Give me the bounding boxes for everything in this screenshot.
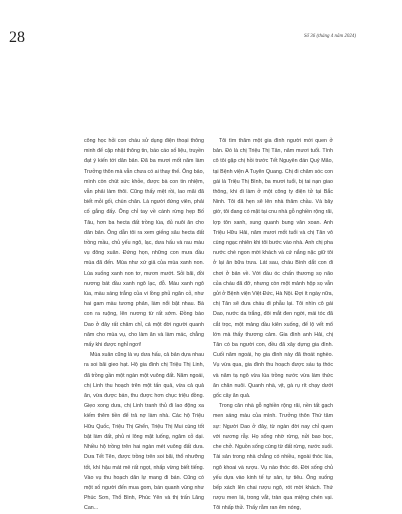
right-column (213, 136, 333, 514)
left-column (84, 136, 204, 514)
left-paragraph-1: công học hỏi con cháu sử dụng điện thoại thông minh để cập nhật thông tin, báo cáo số liệu, truyền đạt ý kiến tới dân bản. Đã ba mươi mốt năm làm Trưởng thôn mà vẫn chưa có ai thay thế. Ông bảo, mình còn chút sức khỏe, được bà con tin nhiệm, vẫn phải làm thôi. Cũng thấy mệt rồi, lao mãi đã biết mỏi gối, chùn chân. Là người đứng viên, phải cố gắng đấy. Ông chỉ tay về cánh rừng hẹp Bố Tâu, hơn ba hecta đất trồng lúa, đủ nuôi ăn cho dân bản. Ông dẫn tôi ra xem giếng sâu hecta đất trồng mầu, chủ yếu ngô, lạc, dưa hấu và rau màu vụ đông xuân. Đứng họn, những con mưa đầu mùa đã đến. Mùa như xứ giả của mùa xanh non. Lúa xuống xanh non tơ, mươn mướt. Sỏi bãi, đồi nương bát đầu xanh ngô lạc, đỗ. Màu xanh ngô lúa, màu sáng trắng của vi lồng phủ ngăn cỏ, như hai gam màu tương phản, làm nổi bật nhau. Bà con ra ruộng, lên nương từ rất sớm. Đồng bào Dao ở đây rất chăm chỉ, cả một đời người quanh năm cho mùa vụ, cho làm ăn và làm mác, chẳng mấy khi được nghỉ ngơi! (84, 138, 204, 349)
page-number: 28 (9, 29, 25, 46)
right-paragraph-1: Tôi tìm thăm một gia đình người mới quen ở bản. Đó là chị Triệu Thị Tân, năm mươi tuổi. Tính cô tôi gặp chị hồi trước Tết Nguyên đán Quý Mão, tại Bệnh viện A Tuyên Quang. Chị đi chăm sóc con gái là Triệu Thị Bình, ba mươi tuổi, bị tai nạn giao thông, khi đi làm ở một công ty điện tử tại Bắc Ninh. Tôi đã hẹn sẽ lên nhà thăm chầu. Và bây giờ, tôi đang có mặt tại cnu nhà gỗ nghiền rộng rãi, lợp tôn xanh, xung quanh bung vân xoan. Anh Triệu Hữu Hải, năm mươi mốt tuổi và chị Tân vô cùng ngạc nhiên khi tôi bước vào nhà. Anh chị pha nước chè ngon mời khách và cứ nắng nặc giữ tôi ở lại ăn bữa trưa. Lát sau, cháu Bình dắt con đi chơi ở bản về. Với đầu óc chấn thương sọ não của cháu đã đỡ, nhưng còn một mảnh hộp sọ vẫn gửi ở Bệnh viện Việt Đức, Hà Nội. Đợi ít ngày nữa, chị Tân sẽ đưa cháu đi phẫu lại. Tôi nhìn cô gái Dao, nước da trắng, đôi mắt đen ngời, mái tóc đã cắt trọc, một mảng đầu kiên xuống, để lộ vết mổ lớn mà thấy thương cảm. Gia đình anh Hải, chị Tân có ba người con, đều đã xây dựng gia đình. Cuối năm ngoái, họ gia đình này đã thoát nghèo. Vụ vừa qua, gia đình thu hoạch được sáu tạ thóc và năm tạ ngô vừa lúa trồng nước vừa làm thức ăn chăn nuôi. Quanh nhà, vịt, gà rụ rít chạy dưới gốc cây ăn quả. (213, 138, 333, 400)
left-paragraph-2: Mùa xuân cũng là vụ dưa hấu, cả bản dựa nhau ra soi bãi gieo hạt. Hộ gia đình chị Triệu Thị Linh, đã trồng gần một ngàn một vuông đất. Năm ngoái, chị Linh thu hoạch trên một tấn quả, vừa cả quả ăn, vừa được bán, thu được hơn chục triệu đồng. Giẹo xong dưa, chị Linh tranh thủ đi lao động xa kiếm thêm tiền để trả nợ làm nhà. Các hộ Triệu Hữu Quốc, Triệu Thị Ghển, Triệu Thị Mui cùng tốt bật làm đất, phủ ni lông mặt luống, ngâm cỏ dại. Nhiều hộ trồng trên hai ngàn mét vuông đất dưa. Dưa Tết Tên, được trồng trên soi bãi, thổ nhưỡng tốt, khí hậu mát mẻ rất ngọt, nhấp vừng biết tiếng. Vào vụ thu hoạch dân lự mang đi bán. Cũng có một số người đến mua gom, bán quanh vùng như Phúc Sơn, Thổ Bình, Phúc Yên và thị trấn Lăng Can... (84, 352, 204, 512)
issue-label: Số 36 (tháng 4 năm 2024) (304, 34, 357, 39)
right-paragraph-2: Trong căn nhà gỗ nghiền rộng rãi, nền tất gạch men sáng màu của mình. Trưởng thôn Thứ tâm sự: Người Dao ở đây, từ ngàn đời nay chỉ quen với nương rẫy. Họ sống nhờ rừng, nửi bao bọc, che chở. Nguồn sống cùng từ đất rừng, nước suối. Tài sản trong nhà chẳng có nhiều, ngoài thóc lúa, ngô khoai và rượu. Vụ nào thóc đó. Đời sống chủ yếu dựa vào kinh tế tự sản, tự tiêu. Ông xuống bếp xách lên chai rượu ngô, rót mời khách. Thứ rượu men lá, trong vắt, tràn qua miệng chén vại. Tôi nhấp thử. Thấy rằm ran êm nóng, (213, 403, 333, 512)
